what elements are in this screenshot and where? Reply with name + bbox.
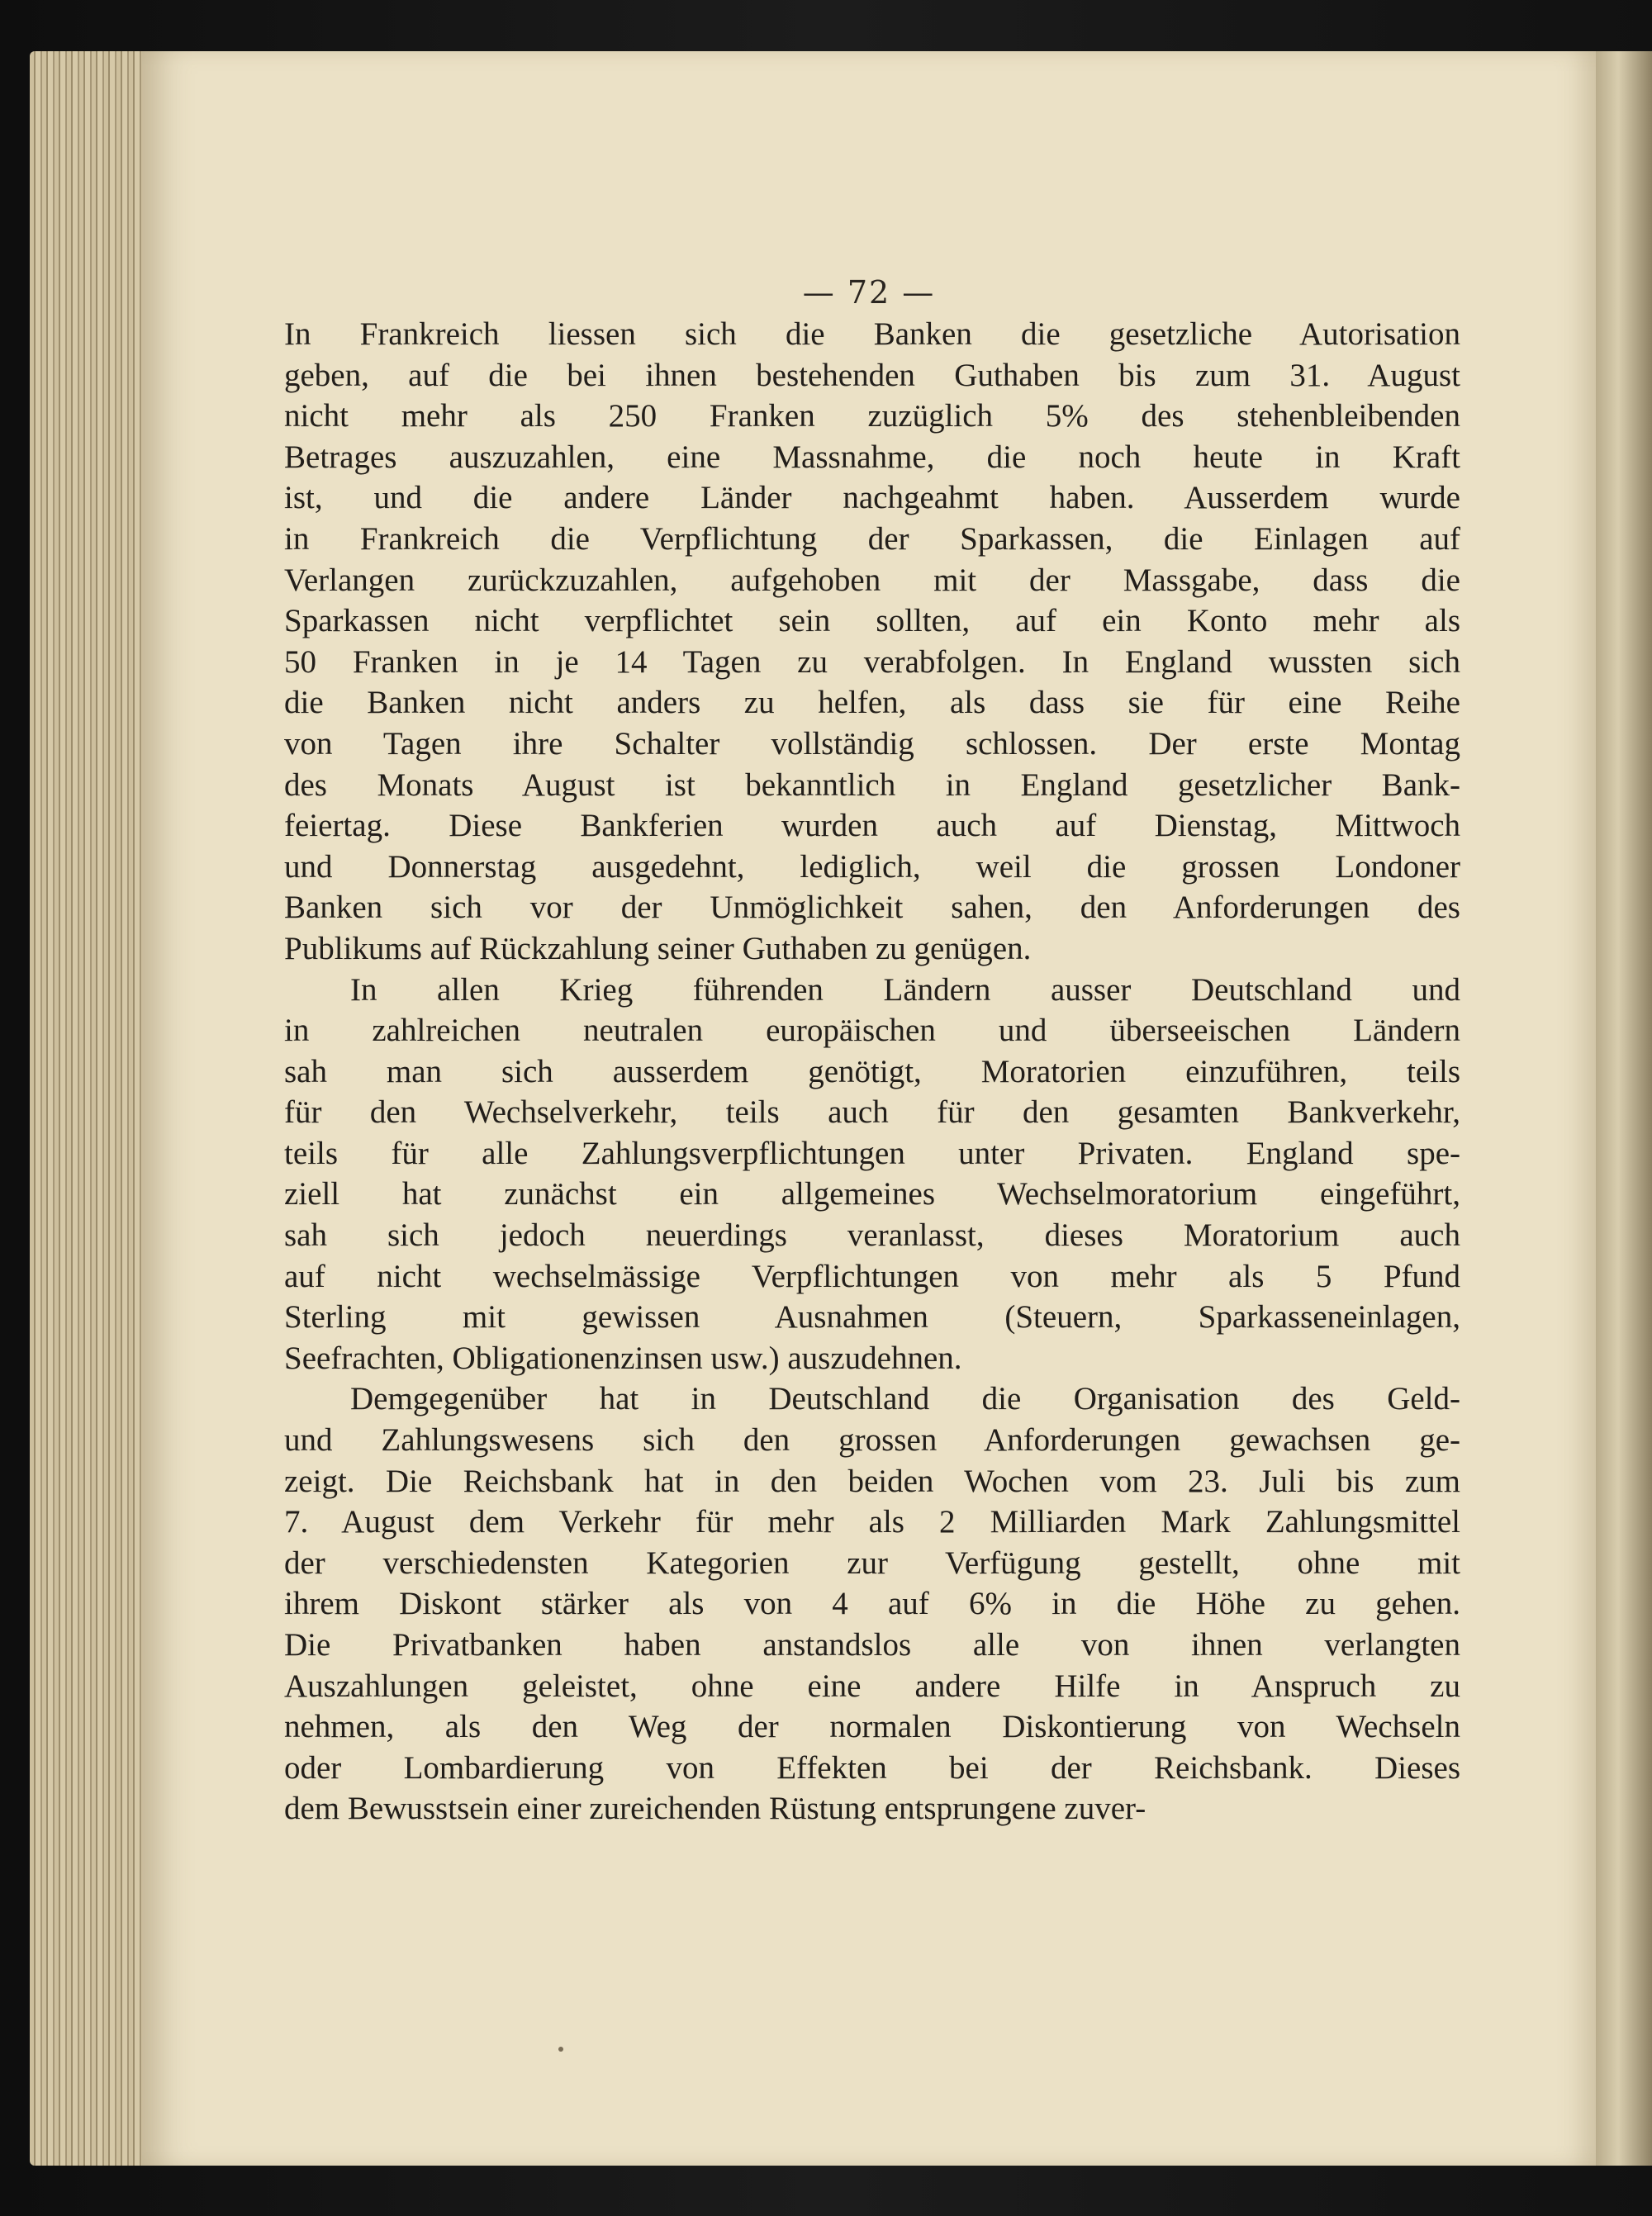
text-line: 50 Franken in je 14 Tagen zu verabfolgen. In England wussten sich	[284, 643, 1460, 680]
text-line: zeigt. Die Reichsbank hat in den beiden Wochen vom 23. Juli bis zum	[284, 1463, 1460, 1499]
text-line: in zahlreichen neutralen europäischen und überseeischen Ländern	[284, 1013, 1460, 1049]
adjacent-page-strip	[1596, 51, 1652, 2166]
text-line: ziell hat zunächst ein allgemeines Wechselmoratorium eingeführt,	[284, 1176, 1460, 1212]
text-line: Publikums auf Rückzahlung seiner Guthaben zu genügen.	[284, 930, 1032, 966]
speck	[558, 2047, 563, 2052]
paragraph	[284, 970, 1460, 1379]
text-line: In Frankreich liessen sich die Banken die gesetzliche Autorisation	[284, 316, 1460, 352]
text-line: feiertag. Diese Bankferien wurden auch auf Dienstag, Mittwoch	[284, 808, 1460, 844]
text-line: In allen Krieg führenden Ländern ausser Deutschland und	[350, 971, 1460, 1008]
text-line: sah sich jedoch neuerdings veranlasst, dieses Moratorium auch	[284, 1217, 1460, 1254]
text-line: auf nicht wechselmässige Verpflichtungen von mehr als 5 Pfund	[284, 1258, 1460, 1294]
text-line: Sparkassen nicht verpflichtet sein sollten, auf ein Konto mehr als	[284, 603, 1460, 639]
text-line: Betrages auszuzahlen, eine Massnahme, die noch heute in Kraft	[284, 439, 1460, 475]
text-line: und Donnerstag ausgedehnt, lediglich, weil die grossen Londoner	[284, 848, 1460, 885]
text-line: der verschiedensten Kategorien zur Verfügung gestellt, ohne mit	[284, 1545, 1460, 1581]
text-line: dem Bewusstsein einer zureichenden Rüstung entsprungene zuver-	[284, 1791, 1146, 1827]
text-line: Banken sich vor der Unmöglichkeit sahen, den Anforderungen des	[284, 890, 1460, 926]
text-line: nehmen, als den Weg der normalen Diskontierung von Wechseln	[284, 1709, 1460, 1745]
paragraph	[284, 314, 1460, 970]
text-line: 7. August dem Verkehr für mehr als 2 Milliarden Mark Zahlungsmittel	[284, 1504, 1460, 1540]
text-line: Die Privatbanken haben anstandslos alle von ihnen verlangten	[284, 1627, 1460, 1663]
page-number: — 72 —	[802, 274, 936, 311]
text-line: teils für alle Zahlungsverpflichtungen unter Privaten. England spe-	[284, 1135, 1460, 1171]
text-line: Sterling mit gewissen Ausnahmen (Steuern, Sparkasseneinlagen,	[284, 1299, 1460, 1336]
text-line: Demgegenüber hat in Deutschland die Organisation des Geld-	[350, 1381, 1460, 1417]
paragraph	[284, 1378, 1460, 1829]
text-line: ihrem Diskont stärker als von 4 auf 6% in die Höhe zu gehen.	[284, 1586, 1460, 1622]
text-line: geben, auf die bei ihnen bestehenden Guthaben bis zum 31. August	[284, 357, 1460, 393]
text-line: Auszahlungen geleistet, ohne eine andere Hilfe in Anspruch zu	[284, 1668, 1460, 1704]
text-line: nicht mehr als 250 Franken zuzüglich 5% des stehenbleibenden	[284, 398, 1460, 434]
text-line: oder Lombardierung von Effekten bei der Reichsbank. Dieses	[284, 1749, 1460, 1786]
text-line: die Banken nicht anders zu helfen, als dass sie für eine Reihe	[284, 685, 1460, 721]
text-line: von Tagen ihre Schalter vollständig schlossen. Der erste Montag	[284, 725, 1460, 762]
text-line: in Frankreich die Verpflichtung der Sparkassen, die Einlagen auf	[284, 520, 1460, 557]
text-line: und Zahlungswesens sich den grossen Anforderungen gewachsen ge-	[284, 1422, 1460, 1459]
text-line: des Monats August ist bekanntlich in England gesetzlicher Bank-	[284, 766, 1460, 803]
page-edges	[30, 51, 154, 2166]
text-line: für den Wechselverkehr, teils auch für den gesamten Bankverkehr,	[284, 1094, 1460, 1131]
body-text	[284, 314, 1460, 1829]
text-line: Verlangen zurückzuzahlen, aufgehoben mit der Massgabe, dass die	[284, 562, 1460, 598]
text-line: ist, und die andere Länder nachgeahmt haben. Ausserdem wurde	[284, 480, 1460, 516]
text-line: sah man sich ausserdem genötigt, Moratorien einzuführen, teils	[284, 1053, 1460, 1089]
text-line: Seefrachten, Obligationenzinsen usw.) auszudehnen.	[284, 1340, 962, 1376]
